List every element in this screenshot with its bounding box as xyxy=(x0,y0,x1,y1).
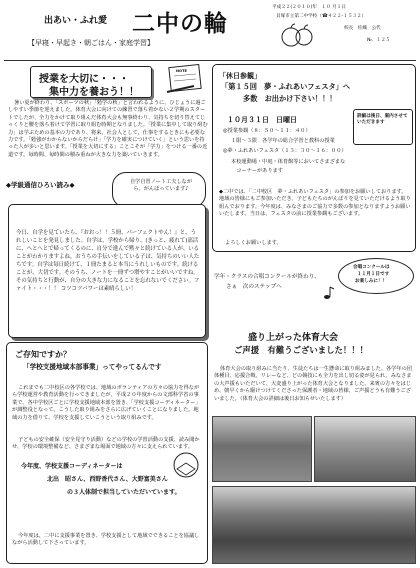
note-label: NOTE xyxy=(176,69,187,73)
music-note-icon xyxy=(322,286,336,300)
event-date: １０月３１日 日曜日 xyxy=(227,116,297,124)
issue-date: 平成２２(２０１０)年 １０ 月１日 xyxy=(272,5,346,10)
book-icon xyxy=(169,451,203,481)
masthead-title: 二中の輪 xyxy=(132,11,228,37)
notebook-box xyxy=(8,204,206,338)
headline-line-1: 授業を大切に・・・ xyxy=(39,74,129,85)
school-name: 貝塚市立第二中学校（☎４２２-１５３２） xyxy=(276,14,367,19)
chorus-line-1: 学年・クラスの合唱コンクールが終わり、 xyxy=(214,274,320,280)
article2-title-1: ご存知ですか？ xyxy=(15,350,71,359)
school-support-article xyxy=(6,342,208,564)
event-item: 本校運動場・中庭・体育館等においてさまざまな xyxy=(231,159,346,165)
section-heading: ◆学級通信ひろい読み◆ xyxy=(6,181,75,189)
sports-day-photo xyxy=(212,416,312,482)
article3-title-1: 「第１５回 夢・ふれあいフェスタ」へ xyxy=(221,82,351,91)
coordinators: 北出 昭さん、西野香代さん、大野富美さん xyxy=(47,476,168,483)
masthead-subtitle: 出あい・ふれ愛 xyxy=(44,16,108,26)
chorus-balloon xyxy=(338,258,414,294)
issue-number: №．１２５ xyxy=(367,38,391,43)
article-body: 暑い夏が終わり、「スポーツの秋」「勉学の秋」と言われるように、ひじょうに過ごしやすい季節を迎えました。体育大会に向けての練習で落ち着かない２学期のスタートでしたが、全力をかけて取り組んだ体育大会も無事終わり、気持ちを切り替えてじっくりと腰を落ち着けて学習に取り組む時期となりました。「授業に集中して取り組む力」は学ぶための基本の力であり、将来、社会人として、仕事をするときにも必要な力です。「勉強がわからないからだらけ」「学力を確実につけていく」という思いを持った人が多いと思います。「授業を大切にする」ことこそが「学力」をつける一番の近道です。毎時間、毎時間の積み重ねが大きな力を築いていきます。 xyxy=(8,100,208,158)
event-item: １限〜３限 各学年の総合学習と教科の授業 xyxy=(231,138,335,144)
event-item: ◎夢・ふれあいフェスタ（１３：３０〜１６：００） xyxy=(223,148,347,154)
article2-body-1: これまでも二中校区の各学校では、地域のボランティアの方々の協力を得ながら学校運営や教育活動を行ってきましたが、平成２０年度からの文部科学省の事業で、各中学校区ごとに学校支援地域本部を置き、「学校支援コーディネーター」が調整役となって、こうした取り組みをさらに広げていくことになりました。地域の力を借りて、学校を支援していこうという取り組みです。 xyxy=(12,385,201,421)
chorus-line-2: さぁ 次のステップへ xyxy=(226,284,282,290)
article2-body-3: 今年度、学校支援コーディネーターは xyxy=(21,463,123,470)
notebook-body: 今日、自学を見ていたら、『おおっ！！５冊、パーフェクトやん！』と、うれしいことを発見しました。自学は、学校から帰り、(きっと、疲れて)部活に、へとへとで帰ってくるのに、自分で進んで黙々と続けている人が、いることがわかりますよね。おうちの手伝いをしている子は、気持ちのいい人たちです。自学は毎日続けて、１冊たまると本当にうれしいものです。続けることが、大切です。そのうち、ノートを一冊ずつ増やすことがいいですね。その気持ちと行動が、自分の大きな力になることを忘れないでください。ファイト・・・！！ コツコツパワーは素晴らしい！ xyxy=(16,230,200,292)
headline-box xyxy=(30,66,152,98)
headline-line-2: 集中力を養おう！！ xyxy=(49,87,139,98)
chorus-block xyxy=(212,256,416,326)
balloon-line-3: お楽しみに！！ xyxy=(355,279,388,284)
article2-title-2: 「学校支援地域本部事業」ってやってるんです xyxy=(23,363,162,371)
principal-name: 校長 佐織 公代 xyxy=(344,26,381,31)
callout-text: 自学自習ノート工夫しながら、がんばっています♪ xyxy=(129,179,193,192)
article3-paragraph: ◆二中では、「二中校区 夢・ふれあいフェスタ」の参加をお願いしております。地域の皆様にもご参加いただき、子どもたちのがんばりを見ていただけるよう取り組んでおります。今年度は、みなさまのご協力で多数の参加となりますようお願いいたします。当日は、フェスタの前に授業参観もございます。 xyxy=(219,189,411,218)
article2-footer: 今年度は、二中に支援事業を置き、学校支援として地域でできることを協議しながら活動して下さっています。 xyxy=(12,533,200,547)
class-focus-article xyxy=(6,64,208,179)
detail-note: 詳細は後日、案内させていただきます xyxy=(357,114,408,126)
article4-title-2: ご声援 有難うございました！！！ xyxy=(234,345,368,355)
event-item: コーナーがあります xyxy=(231,168,283,174)
article3-title-2: 多数 お出かけ下さい！！！ xyxy=(243,94,337,103)
balloon-line-1: 合唱コンクールは xyxy=(353,265,390,270)
article2-body-2: 子どもの安全確保（安全見守り活動）などの学校の学習活動の支援、読み聞かせ、学校の環境整備など、さまざまな場面で地域の方々に支えられています。 xyxy=(12,437,200,451)
detail-note-box xyxy=(353,109,413,145)
callout-bubble xyxy=(112,172,206,208)
motto: 【早寝・早起き・朝ごはん・家庭学習】 xyxy=(28,39,154,47)
sports-day-photo xyxy=(314,416,416,482)
masthead-rule xyxy=(4,60,416,61)
balloon-line-2: １１月１日です xyxy=(357,272,390,277)
apple-icon xyxy=(280,22,314,48)
open-house-article xyxy=(212,64,416,252)
event-item: ◎授業参観（８：５０〜１１：４０） xyxy=(223,128,311,134)
article2-body-4: の３人体制で担当していただいています。 xyxy=(67,489,181,496)
article4-title-1: 盛り上がった体育大会 xyxy=(248,333,339,343)
article3-closing: よろしくお願いします。 xyxy=(225,240,282,246)
sports-day-photo xyxy=(212,486,416,564)
article4-body: 体育大会の取り組みに当たり、生徒たちは一生懸命に取り組みました。各学年の団体種目、応援合戦、リレーなど、どの競技にも全力を出し切る姿が見られ、みなさまの大声援もいただいて、大変盛り上がった体育大会となりました。来賓の方々をはじめ、朝早くから駆けつけてくださった保護者・地域の皆様、ご声援どうも有難うございました。（体育大会の詳細は後日お知らせいたします） xyxy=(214,366,412,402)
article3-tag: 「休日参観」 xyxy=(219,72,261,80)
sports-day-article xyxy=(212,328,416,564)
masthead xyxy=(4,4,416,60)
